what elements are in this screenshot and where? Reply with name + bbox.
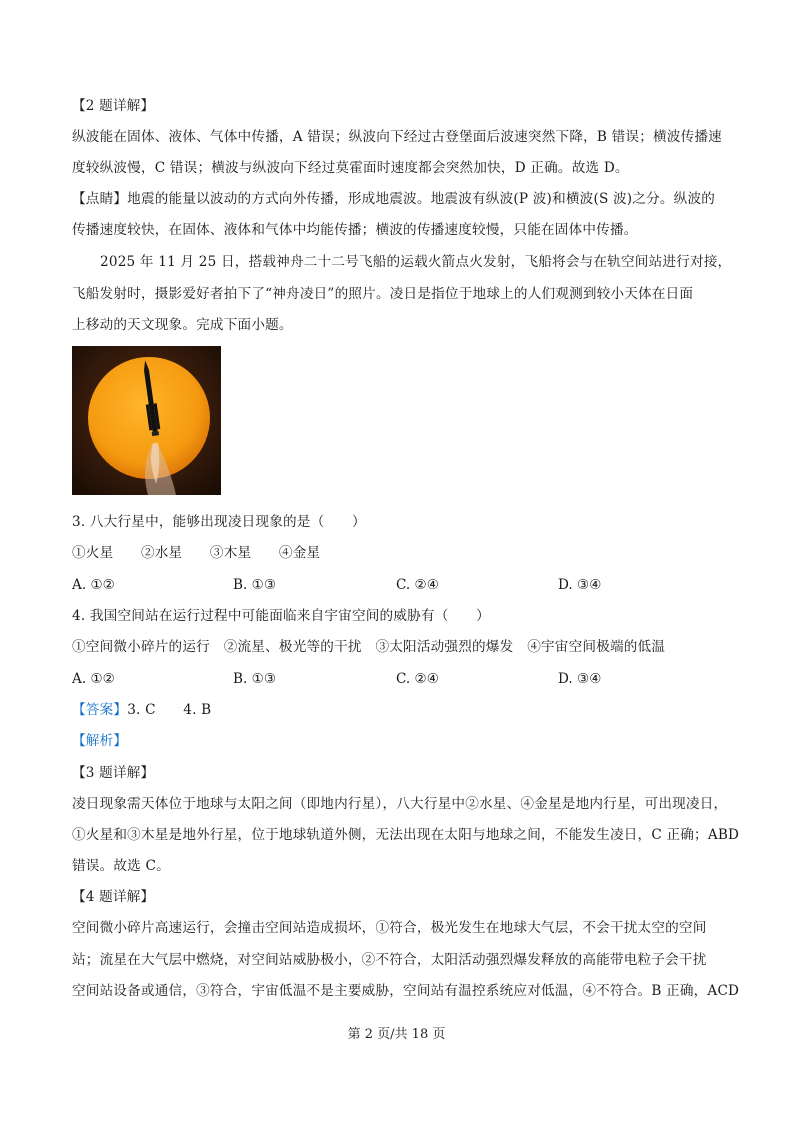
answer-value: 3. C 4. B: [127, 702, 212, 718]
q4-stem: 4. 我国空间站在运行过程中可能面临来自宇宙空间的威胁有（ ）: [72, 608, 490, 624]
analysis-label: 【解析】: [72, 733, 128, 749]
q4-analysis-line-1: 空间微小碎片高速运行，会撞击空间站造成损坏，①符合，极光发生在地球大气层，不会干扰太空的空间: [72, 920, 707, 936]
answer-line: [72, 701, 211, 719]
q4-option-b: B. ①③: [233, 671, 277, 687]
key-point-line-1: 【点睛】地震的能量以波动的方式向外传播，形成地震波。地震波有纵波(P 波)和横波(S 波)之分。纵波的: [72, 191, 716, 207]
q2-explanation-line-2: 度较纵波慢，C 错误；横波与纵波向下经过莫霍面时速度都会突然加快，D 正确。故选 D。: [72, 160, 629, 176]
q4-analysis-line-3: 空间站设备或通信，③符合，宇宙低温不是主要威胁，空间站有温控系统应对低温，④不符合。B 正确，ACD: [72, 983, 740, 999]
q4-items: ①空间微小碎片的运行 ②流星、极光等的干扰 ③太阳活动强烈的爆发 ④宇宙空间极端的低温: [72, 639, 666, 655]
q3-analysis-line-3: 错误。故选 C。: [72, 858, 170, 874]
passage-line-3: 上移动的天文现象。完成下面小题。: [72, 317, 293, 333]
page-number-footer: 第 2 页/共 18 页: [347, 1027, 446, 1042]
answer-label: 【答案】: [72, 702, 128, 718]
key-point-line-2: 传播速度较快，在固体、液体和气体中均能传播；横波的传播速度较慢，只能在固体中传播。: [72, 222, 638, 238]
q3-items: ①火星 ②水星 ③木星 ④金星: [72, 545, 321, 561]
q3-analysis-line-2: ①火星和③木星是地外行星，位于地球轨道外侧，无法出现在太阳与地球之间，不能发生凌日，C 正确；ABD: [72, 827, 740, 843]
q4-analysis-line-2: 站；流星在大气层中燃烧，对空间站威胁极小，②不符合，太阳活动强烈爆发释放的高能带电粒子会干扰: [72, 952, 707, 968]
q3-option-d: D. ③④: [558, 577, 602, 593]
passage-line-1: 2025 年 11 月 25 日，搭载神舟二十二号飞船的运载火箭点火发射，飞船将会与在轨空间站进行对接，: [100, 254, 732, 270]
shenzhou-transit-photo: [72, 346, 221, 495]
q4-option-c: C. ②④: [396, 671, 439, 687]
q3-option-c: C. ②④: [396, 577, 439, 593]
q3-option-a: A. ①②: [72, 577, 115, 593]
q3-option-b: B. ①③: [233, 577, 277, 593]
q4-detail-title: 【4 题详解】: [72, 889, 155, 905]
passage-line-2: 飞船发射时，摄影爱好者拍下了“神舟凌日”的照片。凌日是指位于地球上的人们观测到较小天体在日面: [72, 286, 694, 302]
q3-detail-title: 【3 题详解】: [72, 765, 155, 781]
q2-explanation-line-1: 纵波能在固体、液体、气体中传播，A 错误；纵波向下经过古登堡面后波速突然下降，B 错误；横波传播速: [72, 129, 722, 145]
q2-detail-title: 【2 题详解】: [72, 98, 155, 114]
q4-option-d: D. ③④: [558, 671, 602, 687]
q3-analysis-line-1: 凌日现象需天体位于地球与太阳之间（即地内行星），八大行星中②水星、④金星是地内行星，可出现凌日，: [72, 796, 728, 812]
q3-stem: 3. 八大行星中，能够出现凌日现象的是（ ）: [72, 514, 366, 530]
q4-option-a: A. ①②: [72, 671, 115, 687]
